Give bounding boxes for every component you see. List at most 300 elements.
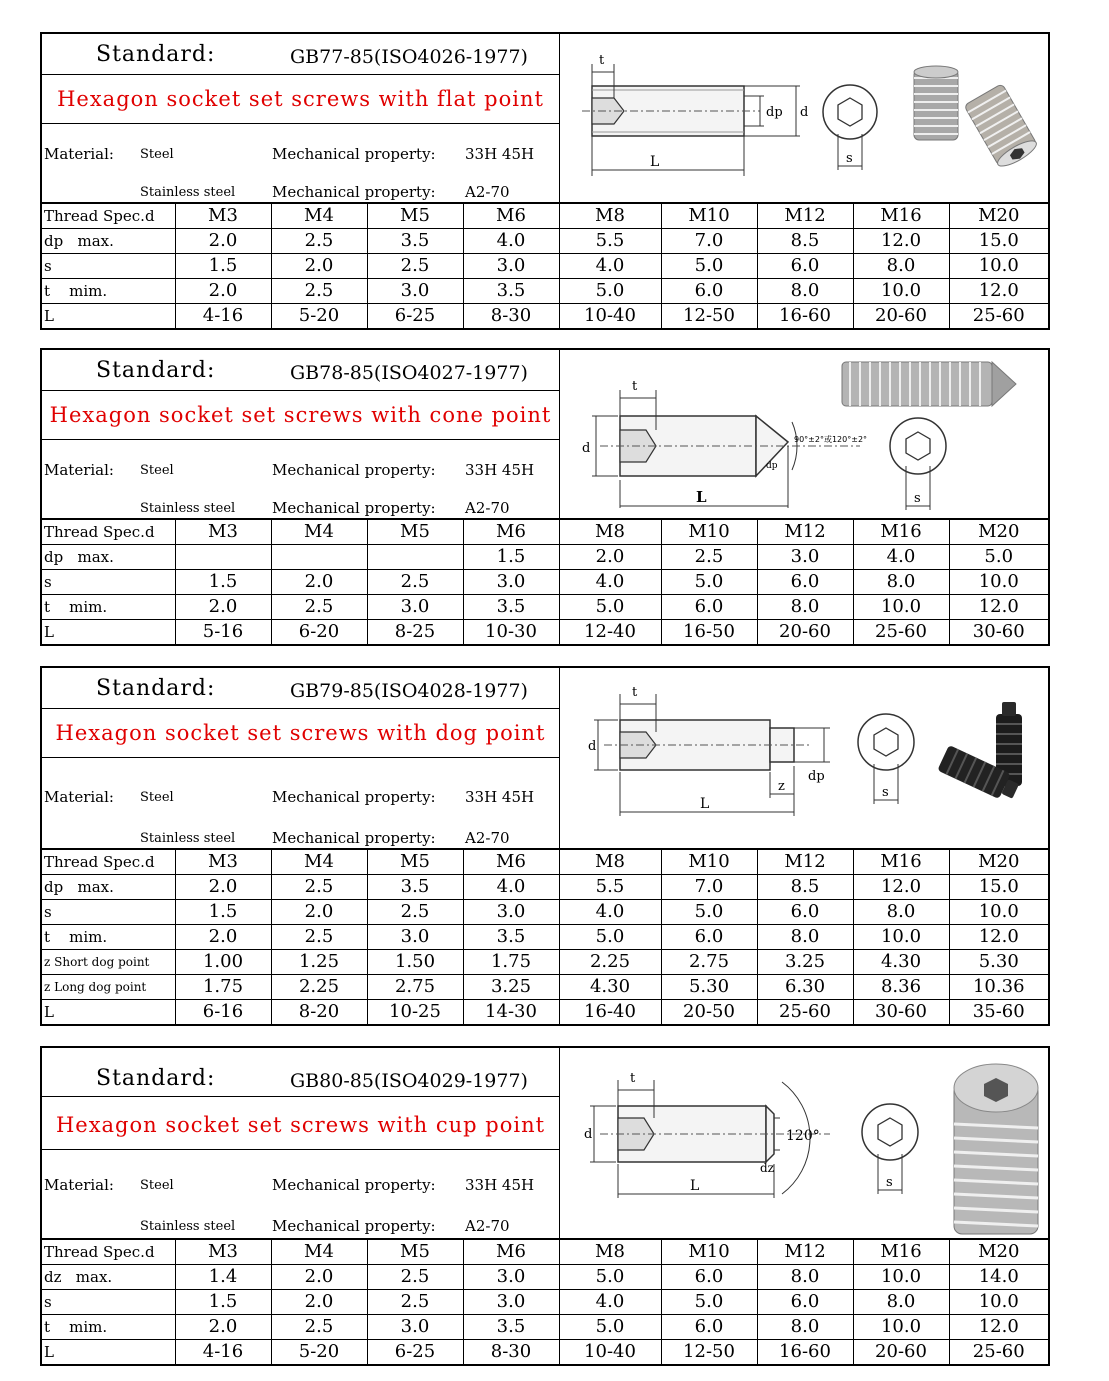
table-cell: 8-30 [463,304,559,329]
mechanical-property-label-2: Mechanical property: [272,183,436,201]
table-cell: 5.0 [949,545,1048,570]
table-header-row [42,520,1048,545]
table-cell: 6.0 [757,900,853,925]
spec-sheet-dog-point [40,666,1050,1026]
table-cell: 1.75 [463,950,559,975]
header-cell: M5 [367,850,463,875]
table-row [42,900,1048,925]
mechanical-property-label-2: Mechanical property: [272,1217,436,1235]
table-cell: 3.5 [463,1315,559,1340]
header-cell: M3 [175,1240,271,1265]
mechanical-property-label-2: Mechanical property: [272,499,436,517]
table-cell: 10.36 [949,975,1048,1000]
set-screw-photo [914,66,958,140]
table-cell: 8.0 [853,1290,949,1315]
table-row [42,1290,1048,1315]
table-cell: 8.0 [757,925,853,950]
row-label: s [42,1290,175,1315]
table-cell: 6.30 [757,975,853,1000]
row-label: L [42,620,175,645]
table-cell: 25-60 [853,620,949,645]
table-cell: 16-50 [661,620,757,645]
table-cell: 5-16 [175,620,271,645]
header-cell: M12 [757,520,853,545]
dim-dp-label: dp [766,105,783,120]
table-cell: 6.0 [661,279,757,304]
table-cell: 2.0 [175,229,271,254]
standard-row [42,1048,559,1097]
set-screw-photo [954,1064,1038,1234]
table-cell: 5.0 [559,595,661,620]
header-cell: M12 [757,850,853,875]
info-panel [42,668,560,848]
material-value: Steel [140,1178,174,1193]
cone-angle-label: 90°±2°或120°±2° [794,435,868,444]
dim-dz-label: dz [760,1161,775,1175]
table-cell: 1.75 [175,975,271,1000]
table-cell: 2.5 [367,1290,463,1315]
dim-t-label: t [630,1071,636,1086]
table-cell: 4.30 [559,975,661,1000]
table-cell: 10.0 [949,570,1048,595]
table-cell: 3.5 [463,925,559,950]
table-row [42,229,1048,254]
mechanical-property-value-2: A2-70 [465,829,510,847]
table-cell: 4.30 [853,950,949,975]
set-screw-photo [842,362,1016,406]
table-cell: 6.0 [661,595,757,620]
dim-dp-label: dp [808,769,825,784]
table-cell: 5.0 [559,925,661,950]
table-cell: 1.00 [175,950,271,975]
table-cell: 5.30 [661,975,757,1000]
table-cell: 3.0 [463,900,559,925]
spec-sheet-cone-point [40,348,1050,646]
table-cell: 3.0 [367,925,463,950]
table-cell: 10.0 [853,925,949,950]
row-label: z Long dog point [42,975,175,1000]
table-cell: 6.0 [661,1315,757,1340]
table-cell: 3.0 [463,254,559,279]
mechanical-property-label: Mechanical property: [272,145,436,163]
dim-s-label: s [846,151,853,166]
dim-t-label: t [599,53,605,68]
header-cell: M12 [757,204,853,229]
dim-s-label: s [914,491,921,506]
table-cell: 3.25 [463,975,559,1000]
standard-row [42,34,559,75]
header-cell: M16 [853,204,949,229]
dim-dp-label: dp [766,461,778,471]
end-view-circle [862,1104,918,1160]
standard-code: GB77-85(ISO4026-1977) [290,46,528,68]
dim-L-label: L [690,1178,700,1194]
table-cell: 3.5 [367,875,463,900]
table-cell: 10.0 [853,1265,949,1290]
material-label: Material: [44,788,114,806]
table-cell: 5.0 [661,1290,757,1315]
table-cell: 10.0 [949,1290,1048,1315]
row-label: L [42,1000,175,1025]
table-cell: 1.4 [175,1265,271,1290]
table-cell: 15.0 [949,875,1048,900]
product-title: Hexagon socket set screws with dog point [55,721,546,745]
table-cell: 25-60 [949,1340,1048,1365]
table-cell: 16-40 [559,1000,661,1025]
table-cell: 6.0 [757,570,853,595]
table-cell: 10-40 [559,304,661,329]
dim-d-label: d [582,441,591,456]
table-cell: 8.0 [853,570,949,595]
table-row [42,1340,1048,1365]
table-cell: 12.0 [949,595,1048,620]
row-label: t mim. [42,925,175,950]
table-cell: 16-60 [757,304,853,329]
table-cell: 6-25 [367,304,463,329]
header-cell: M5 [367,204,463,229]
material-label: Material: [44,1176,114,1194]
standard-code: GB80-85(ISO4029-1977) [290,1070,528,1092]
dim-t-label: t [632,685,638,700]
product-title: Hexagon socket set screws with cone point [49,403,552,427]
set-screw-photo [964,84,1040,171]
material-value: Steel [140,463,174,478]
table-cell: 2.0 [175,875,271,900]
dim-z-label: z [778,779,785,794]
table-cell [271,545,367,570]
header-cell: M6 [463,850,559,875]
row-label: s [42,900,175,925]
sheet-header [42,350,1048,519]
info-panel [42,1048,560,1238]
table-cell: 5.0 [661,900,757,925]
title-row [42,391,559,440]
sheet-header [42,1048,1048,1239]
table-cell: 12.0 [949,279,1048,304]
stainless-material-value: Stainless steel [140,1219,236,1234]
cone-point-drawing [560,350,1048,518]
header-cell: M6 [463,204,559,229]
sheet-header [42,34,1048,203]
table-cell: 5-20 [271,304,367,329]
header-cell-label: Thread Spec.d [42,204,175,229]
table-cell: 4.0 [463,875,559,900]
table-cell: 14-30 [463,1000,559,1025]
header-cell-label: Thread Spec.d [42,1240,175,1265]
table-cell: 3.0 [367,1315,463,1340]
table-cell: 1.50 [367,950,463,975]
table-cell: 5.0 [559,1315,661,1340]
table-cell: 10.0 [853,279,949,304]
table-cell: 6.0 [661,925,757,950]
row-label: dp max. [42,545,175,570]
table-cell: 20-50 [661,1000,757,1025]
table-cell: 12.0 [949,925,1048,950]
row-label: s [42,254,175,279]
table-cell: 8.5 [757,229,853,254]
table-cell: 2.0 [175,595,271,620]
table-cell: 20-60 [853,1340,949,1365]
table-cell: 12.0 [853,229,949,254]
table-cell: 2.5 [367,570,463,595]
header-cell: M4 [271,850,367,875]
table-cell: 2.0 [271,570,367,595]
material-value: Steel [140,790,174,805]
header-cell: M8 [559,520,661,545]
table-header-row [42,1240,1048,1265]
spec-table [42,203,1048,328]
dim-L-label: L [700,796,710,812]
header-cell: M10 [661,520,757,545]
table-cell: 7.0 [661,229,757,254]
table-cell: 5.0 [661,570,757,595]
table-row [42,595,1048,620]
header-cell: M4 [271,204,367,229]
table-cell: 2.5 [271,229,367,254]
row-label: t mim. [42,1315,175,1340]
table-cell: 3.0 [463,1290,559,1315]
info-panel [42,350,560,518]
table-cell: 6-25 [367,1340,463,1365]
header-cell: M8 [559,1240,661,1265]
info-panel [42,34,560,202]
header-cell: M6 [463,520,559,545]
table-cell: 6.0 [757,254,853,279]
table-cell: 10-25 [367,1000,463,1025]
table-cell: 8.0 [757,1265,853,1290]
standard-label: Standard: [96,358,216,383]
header-cell: M6 [463,1240,559,1265]
header-cell: M16 [853,520,949,545]
table-row [42,1000,1048,1025]
table-cell: 8.5 [757,875,853,900]
dim-t-label: t [632,379,638,394]
table-cell: 12.0 [853,875,949,900]
table-cell: 2.0 [175,279,271,304]
standard-row [42,350,559,391]
title-row [42,709,559,758]
product-title: Hexagon socket set screws with flat point [57,87,544,111]
table-cell: 1.5 [175,900,271,925]
standard-code: GB78-85(ISO4027-1977) [290,362,528,384]
end-view-circle [823,85,877,139]
table-row [42,279,1048,304]
table-cell: 2.0 [271,900,367,925]
table-cell: 2.25 [271,975,367,1000]
header-cell: M20 [949,204,1048,229]
row-label: z Short dog point [42,950,175,975]
table-cell: 2.25 [559,950,661,975]
table-header-row [42,204,1048,229]
mechanical-property-value-2: A2-70 [465,1217,510,1235]
table-cell: 2.75 [661,950,757,975]
spec-sheet-cup-point [40,1046,1050,1366]
table-cell: 2.5 [271,595,367,620]
table-cell: 4.0 [559,570,661,595]
header-cell: M3 [175,204,271,229]
table-cell: 6.0 [757,1290,853,1315]
table-cell: 4.0 [853,545,949,570]
mechanical-property-value: 33H 45H [465,1176,535,1194]
standard-label: Standard: [96,676,216,701]
mechanical-property-value: 33H 45H [465,145,535,163]
table-cell: 2.5 [271,1315,367,1340]
header-cell: M16 [853,1240,949,1265]
row-label: s [42,570,175,595]
header-cell: M10 [661,1240,757,1265]
product-title: Hexagon socket set screws with cup point [55,1113,546,1137]
header-cell: M10 [661,204,757,229]
table-cell: 1.5 [463,545,559,570]
stainless-material-value: Stainless steel [140,831,236,846]
header-cell: M3 [175,850,271,875]
table-cell: 20-60 [853,304,949,329]
mechanical-property-value-2: A2-70 [465,183,510,201]
technical-drawing-panel [560,668,1048,848]
header-cell: M20 [949,1240,1048,1265]
table-cell: 3.0 [463,1265,559,1290]
table-cell: 1.5 [175,570,271,595]
row-label: dp max. [42,229,175,254]
dog-point-drawing [560,668,1048,848]
standard-label: Standard: [96,1066,216,1091]
row-label: t mim. [42,595,175,620]
table-cell: 10-30 [463,620,559,645]
table-cell: 1.5 [175,254,271,279]
table-cell: 2.5 [271,279,367,304]
table-cell: 7.0 [661,875,757,900]
table-cell: 4.0 [463,229,559,254]
row-label: L [42,1340,175,1365]
technical-drawing-panel [560,350,1048,518]
row-label: dz max. [42,1265,175,1290]
material-value: Steel [140,147,174,162]
table-header-row [42,850,1048,875]
table-cell: 8.0 [757,279,853,304]
table-cell: 2.5 [271,875,367,900]
table-cell: 5.0 [559,1265,661,1290]
header-cell: M4 [271,520,367,545]
table-cell: 12.0 [949,1315,1048,1340]
table-cell: 5.5 [559,229,661,254]
table-row [42,1315,1048,1340]
stainless-material-value: Stainless steel [140,501,236,516]
table-cell: 4.0 [559,1290,661,1315]
table-cell: 35-60 [949,1000,1048,1025]
header-cell: M8 [559,204,661,229]
table-cell: 12-50 [661,1340,757,1365]
title-row [42,75,559,124]
header-cell: M5 [367,520,463,545]
table-cell: 6.0 [661,1265,757,1290]
standard-code: GB79-85(ISO4028-1977) [290,680,528,702]
mechanical-property-label: Mechanical property: [272,788,436,806]
table-cell: 8.0 [757,595,853,620]
row-label: L [42,304,175,329]
table-row [42,875,1048,900]
table-cell: 1.5 [175,1290,271,1315]
header-cell: M20 [949,850,1048,875]
table-cell: 2.0 [271,1265,367,1290]
table-cell: 3.0 [367,595,463,620]
table-row [42,950,1048,975]
end-view-circle [890,418,946,474]
table-row [42,975,1048,1000]
table-cell: 10.0 [853,1315,949,1340]
mechanical-property-value: 33H 45H [465,788,535,806]
title-row [42,1097,559,1150]
table-row [42,254,1048,279]
table-cell: 2.0 [271,1290,367,1315]
table-cell: 6-16 [175,1000,271,1025]
dim-d-label: d [800,105,809,120]
mechanical-property-label: Mechanical property: [272,461,436,479]
table-cell: 4-16 [175,1340,271,1365]
table-cell: 8.0 [853,900,949,925]
table-cell: 5.0 [559,279,661,304]
table-cell: 8-30 [463,1340,559,1365]
table-cell: 12-50 [661,304,757,329]
mechanical-property-value: 33H 45H [465,461,535,479]
table-cell: 1.25 [271,950,367,975]
material-label: Material: [44,461,114,479]
spec-sheet-flat-point [40,32,1050,330]
dim-d-label: d [584,1127,593,1142]
dim-s-label: s [882,785,889,800]
table-row [42,925,1048,950]
table-cell: 25-60 [949,304,1048,329]
table-cell: 10.0 [949,900,1048,925]
table-cell: 2.5 [271,925,367,950]
end-view-circle [858,714,914,770]
table-row [42,620,1048,645]
table-cell [175,545,271,570]
table-cell: 3.0 [463,570,559,595]
table-cell: 3.0 [757,545,853,570]
spec-table [42,1239,1048,1364]
table-cell: 2.0 [559,545,661,570]
table-cell: 14.0 [949,1265,1048,1290]
table-cell: 10-40 [559,1340,661,1365]
table-row [42,545,1048,570]
table-cell: 6-20 [271,620,367,645]
header-cell: M16 [853,850,949,875]
dim-d-label: d [588,739,597,754]
flat-point-drawing [560,34,1048,202]
table-cell: 30-60 [853,1000,949,1025]
table-cell: 4.0 [559,900,661,925]
row-label: dp max. [42,875,175,900]
dim-s-label: s [886,1175,893,1190]
header-cell-label: Thread Spec.d [42,850,175,875]
table-cell: 25-60 [757,1000,853,1025]
table-cell: 2.0 [271,254,367,279]
table-cell: 2.5 [367,900,463,925]
table-cell: 10.0 [949,254,1048,279]
spec-table [42,519,1048,644]
table-cell: 3.5 [367,229,463,254]
header-cell: M20 [949,520,1048,545]
standard-label: Standard: [96,42,216,67]
table-cell [367,545,463,570]
table-cell: 15.0 [949,229,1048,254]
table-cell: 16-60 [757,1340,853,1365]
material-label: Material: [44,145,114,163]
dim-L-label: L [696,488,707,506]
table-cell: 4.0 [559,254,661,279]
table-cell: 2.75 [367,975,463,1000]
cup-point-drawing [560,1048,1048,1238]
